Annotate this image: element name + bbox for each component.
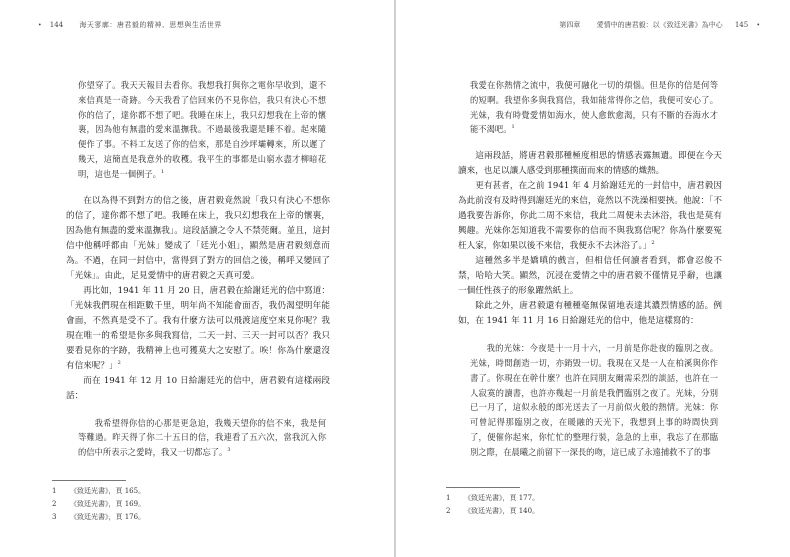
footnote-number: 3	[52, 513, 57, 521]
footnote-number: 2	[446, 507, 451, 515]
footnotes	[446, 492, 539, 518]
quote-text-span: 我希望得你信的心那是更急迫，我幾天望你的信不來，我是何等難過。昨天得了你二十五日的信，我連看了五六次，當我沉入你的信中所表示之愛時，我又一切都忘了。	[78, 417, 326, 458]
footnote-number: 2	[52, 500, 57, 508]
body-paragraph	[66, 194, 330, 284]
chapter-label: 第四章	[559, 21, 581, 29]
paragraph-text: 除此之外，唐君毅還有種種毫無保留地表達其濃烈情感的話。例如，在 1941 年 11 月 16 日給謝廷光的信中，他是這樣寫的：	[458, 301, 722, 327]
footnote-text: 《致廷光書》，頁 140。	[464, 507, 540, 515]
right-body	[458, 78, 722, 460]
paragraph-text: 更有甚者，在之前 1941 年 4 月給謝廷光的一封信中，唐君毅因為此前沒有及時得到謝廷光的來信，竟然以不洗澡相要挾。他說：「不過我要告訴你，你此二周不來信，我此二周便未去沐浴，我也是莫有興趣。光妹你怎知道我不需要你的信而不與我寫信呢？你為什麼要冤枉人家，你如果以後不來信，我便永不去沐浴了。」	[458, 181, 722, 252]
paragraph-text: 而在 1941 年 12 月 10 日給謝廷光的信中，唐君毅有這樣兩段話：	[66, 375, 330, 401]
paragraph-text: 這兩段話，將唐君毅那種極度相思的情感表露無遺。即便在今天讀來，也足以讓人感受到那種撲面而來的情感的熾熱。	[458, 151, 722, 177]
quote-text	[470, 78, 718, 137]
body-paragraph	[66, 374, 330, 404]
header-dot: •	[756, 22, 760, 29]
left-body	[66, 78, 330, 460]
right-running-header	[559, 20, 760, 30]
body-paragraph	[458, 299, 722, 329]
spacer	[66, 182, 330, 194]
quote-text-span: 你望穿了。我天天報目去看你。我想我打與你之電你早收到，還不來信真是一奇跡。今天我看了信回來仍不見你信，我只有決心不想你的信了，達你都不想了吧。我睡在床上，我只幻想我在上帝的懷裏，因為他有無盡的愛來溫撫我。不過最後我還是睡不着。起來隨便作了事。不料工友送了你的信來，那是自沙坪壩轉來，所以遲了幾天，這簡直是我意外的收穫。我平生的事都是山窮水盡才柳暗花明，這也是一個例子。	[78, 80, 326, 179]
paragraph-text: 再比如，1941 年 11 月 20 日，唐君毅在給謝廷光的信中寫道：「光妹我們現在相距數千里，明年尚不知能會面否，我仍渴望明年能會面，不然真是受不了。我有什麼方法可以飛渡這度空來見你呢？我現在唯一的希望是你多與我寫信，二天一封、三天一封可以否？我只要看見你的字跡，我精神上也可獲莫大之安慰了。唉！你為什麼還沒有信來呢？」	[66, 285, 330, 371]
quote-text	[470, 341, 718, 459]
footnote-ref: 3	[227, 447, 231, 454]
block-quote	[458, 78, 722, 137]
footnote-rule	[446, 487, 520, 488]
footnote-text: 《致廷光書》，頁 176。	[70, 513, 146, 521]
footnote-number: 1	[52, 487, 57, 495]
footnote-ref: 2	[651, 240, 655, 247]
footnote	[446, 505, 539, 518]
book-title: 海天寥廓：唐君毅的精神、思想與生活世界	[79, 21, 222, 29]
body-paragraph	[66, 284, 330, 374]
page-number: 145	[734, 21, 749, 29]
footnotes	[52, 485, 145, 524]
left-page	[0, 0, 394, 557]
footnote-ref: 1	[160, 169, 165, 176]
spacer	[458, 329, 722, 341]
paragraph-text: 在以為得不到對方的信之後，唐君毅竟然說「我只有決心不想你的信了，達你都不想了吧。我睡在床上，我只幻想我在上帝的懷裏，因為他有無盡的愛來溫撫我」。這段話讀之令人不禁莞爾。並且，這封信中他稱呼都由「光妹」變成了「廷光小姐」，顯然是唐君毅刻意而為。不過，在同一封信中，當得到了對方的回信之後，稱呼又變回了「光妹」。由此，足見愛情中的唐君毅之天真可愛。	[66, 195, 330, 281]
quote-text-span: 我的光妹：今夜是十一月十六，一月前是你赴夜的臨別之夜。光妹，時間創造一切，亦銷毀一切。我現在又是一人在柏溪與你作書了。你現在在幹什麼？也許在同朋友爾需采烈的談話，也許在一人寂寞的讀書，也許亦幾起一月前是我們臨別之夜了。光妹，分別已一月了，這似永般的郎光送去了一月前似火般的熱情。光妹：你可曾記得那臨別之夜，在暖融的天光下，我想到上事的時間快到了，便催你起來，你忙忙的整理行裝，急急的上車，我忘了在那臨別之際，在晨曦之前留下一深長的吻，這已成了永遠捕救不了的事	[470, 343, 718, 457]
footnote-rule	[52, 480, 126, 481]
spacer	[458, 137, 722, 149]
footnote	[52, 498, 145, 511]
quote-text	[78, 78, 326, 182]
footnote-number: 1	[446, 494, 451, 502]
footnote-text: 《致廷光書》，頁 177。	[464, 494, 540, 502]
body-paragraph	[458, 179, 722, 254]
footnote	[52, 485, 145, 498]
page-number: 144	[49, 21, 64, 29]
footnote-text: 《致廷光書》，頁 169。	[70, 500, 146, 508]
footnote	[446, 492, 539, 505]
header-dot: •	[38, 22, 42, 29]
chapter-title: 愛情中的唐君毅：以《致廷光書》為中心	[596, 21, 723, 29]
paragraph-text: 這種然多半是嬌嗔的戲言，但相信任何讀者看到，都會忍俊不禁，哈哈大笑。顯然，沉浸在愛情之中的唐君毅不僅情見乎辭，也讓一個任性孩子的形象躍然紙上。	[458, 256, 722, 297]
right-page	[396, 0, 790, 557]
block-quote	[458, 341, 722, 459]
body-paragraph	[458, 254, 722, 299]
footnote-ref: 1	[511, 124, 515, 131]
quote-text-span: 我愛在你熱情之流中，我便可融化一切的煩惱。但是你的信是何等的短啊。我望你多與我寫信，我如能常得你之信，我便可安心了。光妹，我有時覺愛情如海水，使人愈飲愈渴，只有不斷的吞海水才能不渴吧。	[470, 80, 718, 135]
spacer	[66, 404, 330, 416]
block-quote	[66, 78, 330, 182]
footnote	[52, 511, 145, 524]
body-paragraph	[458, 149, 722, 179]
left-running-header	[38, 20, 222, 30]
footnote-ref: 2	[117, 359, 121, 366]
block-quote	[66, 416, 330, 460]
quote-text	[78, 416, 326, 460]
footnote-text: 《致廷光書》，頁 165。	[70, 487, 146, 495]
